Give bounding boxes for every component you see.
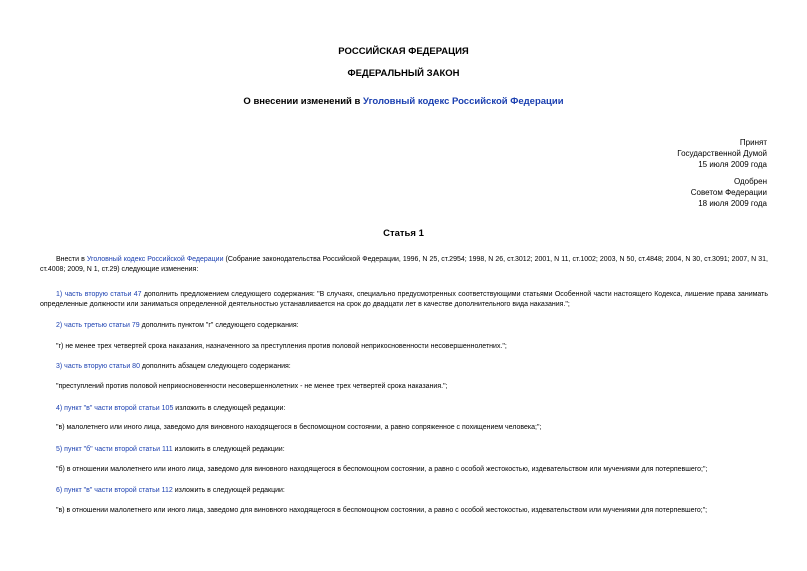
amendment-quote: "в) малолетнего или иного лица, заведомо для виновного находящегося в беспомощном состоянии, а равно сопряженное с похищением человека;"; <box>56 424 542 431</box>
item-number[interactable]: 5) <box>56 446 65 453</box>
amendment-item: 5) пункт "б" части второй статьи 111 изложить в следующей редакции: <box>56 446 285 453</box>
item-number[interactable]: 3) <box>56 363 65 370</box>
amendment-item: 3) часть вторую статьи 80 дополнить абзацем следующего содержания: <box>56 363 291 370</box>
amendment-link[interactable]: часть вторую статьи 47 <box>64 291 142 298</box>
amendment-quote: "г) не менее трех четвертей срока наказания, назначенного за преступления против половой неприкосновенности несовершеннолетних."; <box>56 343 507 350</box>
amendment-quote: "в) в отношении малолетнего или иного лица, заведомо для виновного находящегося в беспомощном состоянии, а равно с особой жестокостью, издевательством или мучениями для потерпевшего;"; <box>56 507 708 514</box>
law-title <box>0 96 807 107</box>
amendment-link[interactable]: пункт "б" части второй статьи 111 <box>64 446 173 453</box>
accepted-line: Принят <box>739 138 767 147</box>
item-number[interactable]: 4) <box>56 405 65 412</box>
item-number[interactable]: 2) <box>56 322 65 329</box>
amendment-link[interactable]: пункт "в" части второй статьи 112 <box>64 487 173 494</box>
amendment-item: 4) пункт "в" части второй статьи 105 изложить в следующей редакции: <box>56 405 286 412</box>
amendment-item: 1) часть вторую статьи 47 дополнить предложением следующего содержания: "В случаях, специально предусмотренных соответствующими статьями Особенной части настоящего Кодекса, лишение права занимать определенные должности или заниматься определенной деятельностью устанавливается на срок до двадцати лет в качестве дополнительного вида наказания."; <box>40 291 769 308</box>
adoption-accepted <box>677 137 767 170</box>
criminal-code-link[interactable]: Уголовный кодекс Российской Федерации <box>363 96 564 107</box>
accepted-line: Государственной Думой <box>677 149 767 158</box>
amendment-quote: "преступлений против половой неприкосновенности несовершеннолетних - не менее трех четвертей срока наказания."; <box>56 383 448 390</box>
amendment-link[interactable]: часть третью статьи 79 <box>64 322 140 329</box>
accepted-line: 15 июля 2009 года <box>698 160 767 169</box>
approved-line: Одобрен <box>733 177 767 186</box>
criminal-code-link[interactable]: Уголовный кодекс Российской Федерации <box>86 256 224 263</box>
adoption-approved <box>691 176 767 209</box>
article-intro: Внести в Уголовный кодекс Российской Федерации (Собрание законодательства Российской Федерации, 1996, N 25, ст.2954; 1998, N 26, ст.3012; 2001, N 11, ст.1002; 2003, N 50, ст.4848; 2004, N 30, ст.3091; 2007, N 31, ст.4008; 2009, N 1, ст.29) следующие изменения: <box>40 256 768 273</box>
amendment-link[interactable]: пункт "в" части второй статьи 105 <box>64 405 174 412</box>
amendment-quote: "б) в отношении малолетнего или иного лица, заведомо для виновного находящегося в беспомощном состоянии, а равно с особой жестокостью, издевательством или мучениями для потерпевшего;"; <box>56 466 708 473</box>
doc-type-title: ФЕДЕРАЛЬНЫЙ ЗАКОН <box>347 68 460 79</box>
amendment-item: 2) часть третью статьи 79 дополнить пунктом "г" следующего содержания: <box>56 322 299 329</box>
law-title-prefix: О внесении изменений в <box>243 96 364 107</box>
item-number[interactable]: 6) <box>56 487 65 494</box>
amendment-link[interactable]: часть вторую статьи 80 <box>64 363 140 370</box>
item-number[interactable]: 1) <box>56 291 65 298</box>
amendment-item: 6) пункт "в" части второй статьи 112 изложить в следующей редакции: <box>56 487 285 494</box>
country-title: РОССИЙСКАЯ ФЕДЕРАЦИЯ <box>338 46 469 57</box>
approved-line: 18 июля 2009 года <box>698 199 767 208</box>
approved-line: Советом Федерации <box>690 188 767 197</box>
article-heading: Статья 1 <box>383 228 424 239</box>
